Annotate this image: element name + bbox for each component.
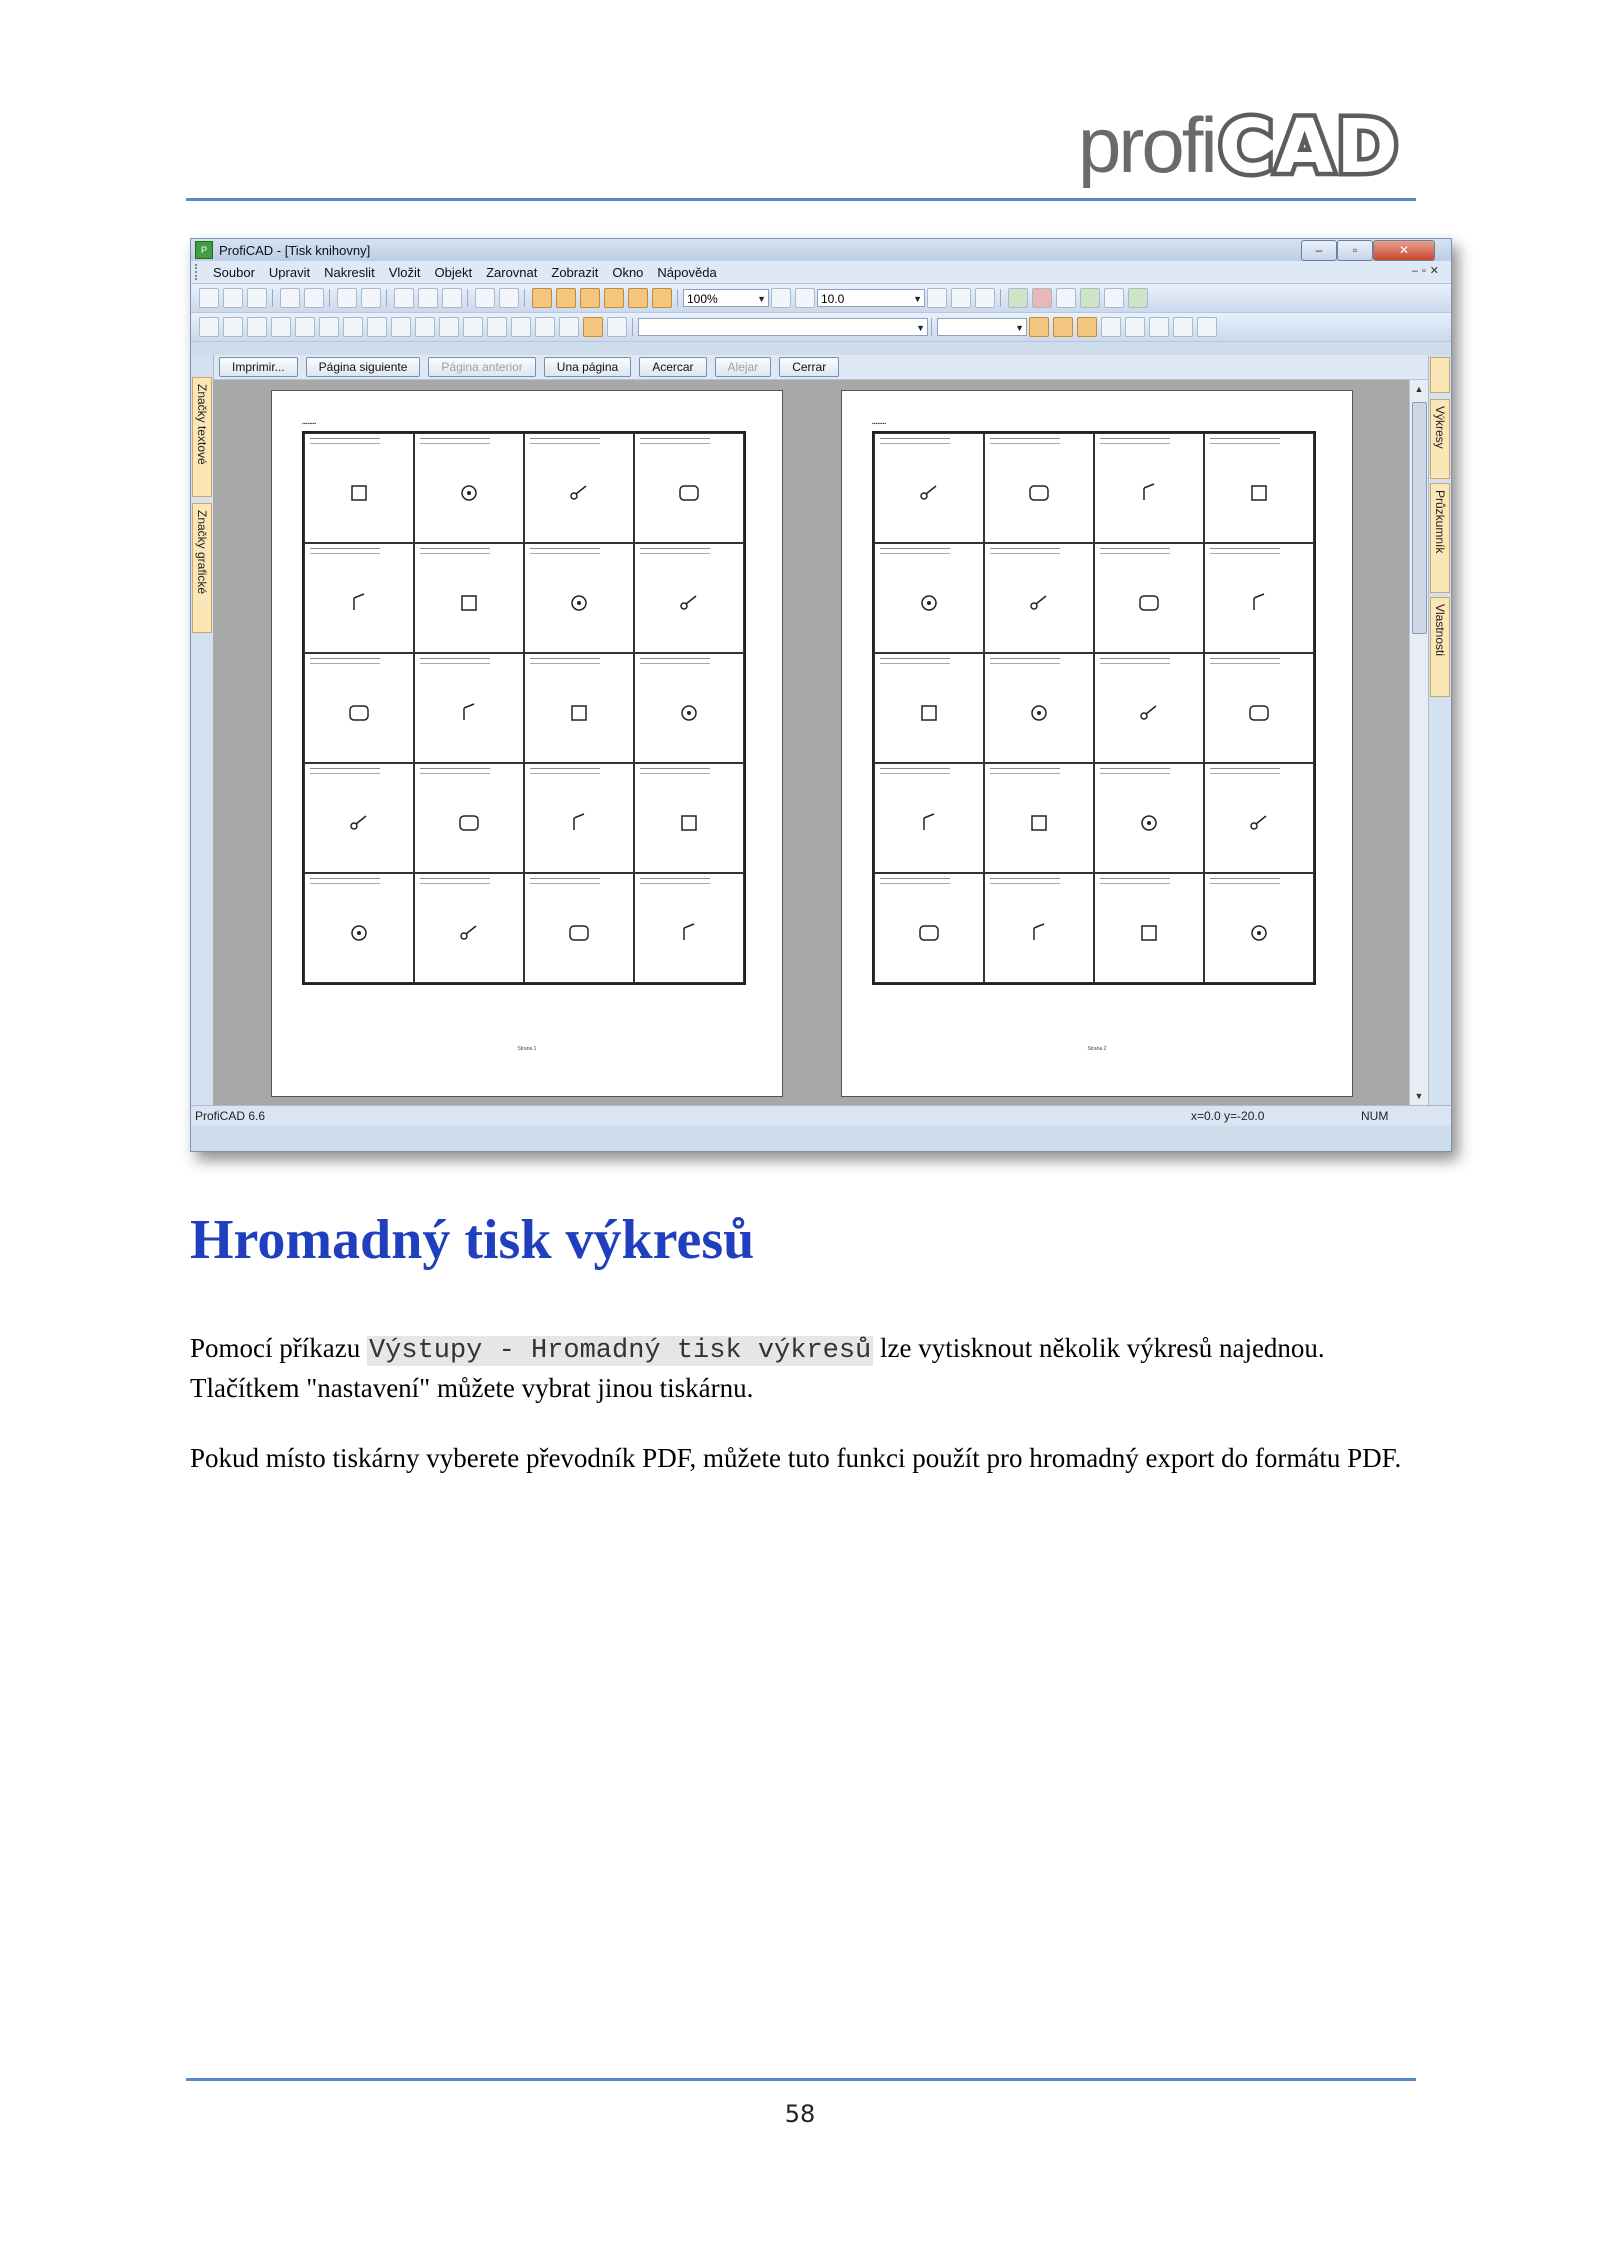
- maximize-icon[interactable]: ▫: [1337, 240, 1373, 261]
- sheet-footer: Strana 2: [1087, 1046, 1107, 1052]
- symbol-cell: [414, 433, 524, 543]
- logo-bold-text: CAD: [1218, 104, 1401, 190]
- bezier-icon[interactable]: [343, 317, 363, 337]
- polygon-icon[interactable]: [367, 317, 387, 337]
- separator: [272, 289, 275, 307]
- symbol-caption: [1100, 548, 1170, 554]
- table-icon[interactable]: [951, 288, 971, 308]
- electrical-symbol-icon: [454, 808, 484, 838]
- symbol-caption: [530, 878, 600, 884]
- align-left-icon[interactable]: [1125, 317, 1145, 337]
- symbol-caption: [990, 438, 1060, 444]
- align-center-icon[interactable]: [1149, 317, 1169, 337]
- rectangle-icon[interactable]: [271, 317, 291, 337]
- symbol-cell: [1204, 763, 1314, 873]
- align-icon[interactable]: [927, 288, 947, 308]
- electrical-symbol-icon: [1134, 478, 1164, 508]
- zoom-value: 100%: [687, 292, 718, 306]
- underline-icon[interactable]: [1077, 317, 1097, 337]
- scroll-thumb[interactable]: [1412, 402, 1427, 634]
- minimize-icon[interactable]: –: [1301, 240, 1337, 261]
- symbol-cell: [304, 653, 414, 763]
- electrical-symbol-icon: [674, 808, 704, 838]
- electrical-symbol-icon: [1244, 918, 1274, 948]
- mdi-controls[interactable]: –▫✕: [1411, 265, 1443, 277]
- cut-icon[interactable]: [394, 288, 414, 308]
- electrical-symbol-icon: [564, 918, 594, 948]
- symbol-caption: [530, 768, 600, 774]
- previous-page-button[interactable]: Página anterior: [428, 357, 535, 377]
- electrical-symbol-icon: [1244, 808, 1274, 838]
- align-right-icon[interactable]: [1173, 317, 1193, 337]
- menu-nakreslit[interactable]: Nakreslit: [324, 264, 375, 280]
- right-panel-tabs: [1428, 355, 1451, 1105]
- title-bar: [191, 239, 1451, 261]
- table-draw-icon[interactable]: [463, 317, 483, 337]
- close-preview-button[interactable]: Cerrar: [779, 357, 839, 377]
- one-page-button[interactable]: Una página: [544, 357, 631, 377]
- grid-combo[interactable]: 10.0 ▼: [817, 289, 925, 307]
- line-icon[interactable]: [199, 317, 219, 337]
- separator: [386, 289, 389, 307]
- close-icon[interactable]: ✕: [1373, 240, 1435, 261]
- tab-graphic-symbols[interactable]: [192, 503, 212, 633]
- window-title: ProfiCAD - [Tisk knihovny]: [219, 242, 371, 258]
- symbol-cell: [1094, 763, 1204, 873]
- symbol-cell: [634, 873, 744, 983]
- ortho-icon[interactable]: [556, 288, 576, 308]
- symbol-cell: [634, 653, 744, 763]
- scroll-down-icon[interactable]: ▼: [1414, 1091, 1424, 1101]
- symbol-cell: [1094, 433, 1204, 543]
- symbol-caption: [420, 658, 490, 664]
- electrical-symbol-icon: [1024, 918, 1054, 948]
- menu-napoveda[interactable]: Nápověda: [657, 264, 717, 280]
- menu-okno[interactable]: Okno: [612, 264, 644, 280]
- symbol-cell: [984, 873, 1094, 983]
- symbol-caption: [880, 548, 950, 554]
- symbol-cell: [984, 433, 1094, 543]
- snap-icon[interactable]: [532, 288, 552, 308]
- electrical-symbol-icon: [1134, 698, 1164, 728]
- symbol-caption: [1100, 658, 1170, 664]
- grid-icon[interactable]: [475, 288, 495, 308]
- bold-icon[interactable]: [1029, 317, 1049, 337]
- menu-vlozit[interactable]: Vložit: [388, 264, 421, 280]
- symbol-cell: [414, 763, 524, 873]
- font-size-combo[interactable]: ▼: [937, 318, 1027, 336]
- symbol-caption: [310, 658, 380, 664]
- copy-icon[interactable]: [418, 288, 438, 308]
- symbol-caption: [990, 658, 1060, 664]
- symbol-cell: [984, 763, 1094, 873]
- bus-icon[interactable]: [535, 317, 555, 337]
- symbol-table: [872, 431, 1316, 985]
- tab-minimize-panel[interactable]: [1430, 357, 1450, 393]
- electrical-symbol-icon: [674, 918, 704, 948]
- symbol-caption: [530, 658, 600, 664]
- menu-zobrazit[interactable]: Zobrazit: [551, 264, 599, 280]
- symbol-cell: [414, 873, 524, 983]
- symbol-caption: [1210, 878, 1280, 884]
- tab-explorer[interactable]: [1430, 483, 1450, 593]
- status-num-lock: NUM: [1361, 1109, 1389, 1123]
- electrical-symbol-icon: [564, 808, 594, 838]
- tab-graphic-symbols-label: Značky grafické: [195, 510, 209, 595]
- symbol-caption: [530, 438, 600, 444]
- symbol-cell: [874, 543, 984, 653]
- symbol-cell: [524, 763, 634, 873]
- symbol-cell: [524, 543, 634, 653]
- select-icon[interactable]: [583, 317, 603, 337]
- symbol-cell: [634, 763, 744, 873]
- left-panel-tabs: [191, 355, 214, 1105]
- symbol-cell: [1204, 653, 1314, 763]
- symbol-caption: [420, 438, 490, 444]
- ellipse-icon[interactable]: [319, 317, 339, 337]
- separator: [931, 318, 934, 336]
- symbol-caption: [990, 548, 1060, 554]
- undo-icon[interactable]: [280, 288, 300, 308]
- symbol-icon[interactable]: [975, 288, 995, 308]
- symbol-cell: [1094, 543, 1204, 653]
- zoom-combo[interactable]: 100% ▼: [683, 289, 769, 307]
- electrical-symbol-icon: [1134, 918, 1164, 948]
- electrical-symbol-icon: [564, 698, 594, 728]
- label-icon[interactable]: [628, 288, 648, 308]
- circle-icon[interactable]: [391, 317, 411, 337]
- electrical-symbol-icon: [564, 478, 594, 508]
- electrical-symbol-icon: [1134, 588, 1164, 618]
- section-heading: Hromadný tisk výkresů: [190, 1209, 755, 1271]
- vertical-scrollbar[interactable]: [1409, 380, 1428, 1105]
- font-combo[interactable]: ▼: [638, 318, 928, 336]
- symbol-caption: [310, 878, 380, 884]
- status-bar: [191, 1105, 1451, 1126]
- text-icon[interactable]: [439, 317, 459, 337]
- electrical-symbol-icon: [914, 918, 944, 948]
- color-icon[interactable]: [1032, 288, 1052, 308]
- sheet-footer: Strana 1: [517, 1046, 537, 1052]
- electrical-symbol-icon: [1024, 588, 1054, 618]
- symbol-caption: [880, 878, 950, 884]
- symbol-cell: [1204, 433, 1314, 543]
- tab-properties[interactable]: [1430, 597, 1450, 697]
- symbol-cell: [524, 653, 634, 763]
- electrical-symbol-icon: [914, 478, 944, 508]
- electrical-symbol-icon: [1024, 808, 1054, 838]
- symbol-caption: [310, 768, 380, 774]
- symbol-caption: [1210, 548, 1280, 554]
- electrical-symbol-icon: [344, 478, 374, 508]
- wire-icon[interactable]: [604, 288, 624, 308]
- print-preview-toolbar: [191, 355, 1451, 380]
- symbol-caption: [420, 768, 490, 774]
- symbol-caption: [1210, 658, 1280, 664]
- number-icon[interactable]: [652, 288, 672, 308]
- p1-text-after: lze vytisknout několik výkresů najednou. Tlačítkem "nastavení" můžete vybrat jinou tiskárnu.: [190, 1333, 1325, 1403]
- symbol-cell: [1094, 653, 1204, 763]
- electrical-symbol-icon: [1244, 698, 1274, 728]
- image-icon[interactable]: [559, 317, 579, 337]
- symbol-caption: [640, 768, 710, 774]
- preview-sheet-2: [841, 390, 1353, 1097]
- status-coordinates: x=0.0 y=-20.0: [1191, 1109, 1265, 1123]
- wire-draw-icon[interactable]: [487, 317, 507, 337]
- electrical-symbol-icon: [454, 918, 484, 948]
- electrical-symbol-icon: [914, 588, 944, 618]
- symbol-caption: [640, 878, 710, 884]
- text-search-icon[interactable]: [1101, 317, 1121, 337]
- text-block-icon[interactable]: [415, 317, 435, 337]
- tab-drawings-label: Výkresy: [1433, 406, 1447, 449]
- symbol-cell: [304, 873, 414, 983]
- sheet-header-label: ▪▪▪▪▪▪▪▪: [872, 421, 887, 427]
- footer-rule: [186, 2078, 1416, 2081]
- symbol-caption: [530, 548, 600, 554]
- symbol-caption: [1100, 878, 1170, 884]
- print-preview-icon[interactable]: [337, 288, 357, 308]
- symbol-cell: [524, 433, 634, 543]
- polyline-icon[interactable]: [223, 317, 243, 337]
- tab-properties-label: Vlastnosti: [1433, 604, 1447, 657]
- electrical-symbol-icon: [344, 808, 374, 838]
- symbol-caption: [990, 768, 1060, 774]
- symbol-caption: [640, 548, 710, 554]
- connect-icon[interactable]: [580, 288, 600, 308]
- symbol-table: [302, 431, 746, 985]
- paste-icon[interactable]: [442, 288, 462, 308]
- italic-icon[interactable]: [1053, 317, 1073, 337]
- symbol-cell: [1204, 873, 1314, 983]
- separator: [632, 318, 635, 336]
- electrical-symbol-icon: [914, 808, 944, 838]
- tree-icon[interactable]: [1080, 288, 1100, 308]
- paragraph-2: Pokud místo tiskárny vyberete převodník PDF, můžete tuto funkci použít pro hromadný export do formátu PDF.: [190, 1443, 1402, 1473]
- menu-soubor[interactable]: Soubor: [213, 264, 255, 280]
- menu-zarovnat[interactable]: Zarovnat: [486, 264, 538, 280]
- logo-light-text: profi: [1078, 101, 1215, 189]
- rounded-rect-icon[interactable]: [295, 317, 315, 337]
- scroll-up-icon[interactable]: ▲: [1414, 384, 1424, 394]
- electrical-symbol-icon: [454, 478, 484, 508]
- tab-explorer-label: Průzkumník: [1433, 490, 1447, 554]
- symbol-caption: [310, 438, 380, 444]
- standard-toolbar: [191, 284, 1451, 313]
- print-icon[interactable]: [361, 288, 381, 308]
- symbol-cell: [634, 433, 744, 543]
- preview-sheet-1: [271, 390, 783, 1097]
- separator: [1000, 289, 1003, 307]
- separator: [329, 289, 332, 307]
- electrical-symbol-icon: [454, 698, 484, 728]
- symbol-cell: [1094, 873, 1204, 983]
- drawing-toolbar: [191, 313, 1451, 342]
- grid-size-icon[interactable]: [795, 288, 815, 308]
- paragraph-1: [190, 1330, 1420, 1407]
- symbol-caption: [420, 878, 490, 884]
- symbol-cell: [874, 433, 984, 543]
- symbol-cell: [304, 433, 414, 543]
- p1-text-before: Pomocí příkazu: [190, 1333, 367, 1363]
- zoom-out-button[interactable]: Alejar: [715, 357, 772, 377]
- export-icon[interactable]: [1104, 288, 1124, 308]
- separator: [467, 289, 470, 307]
- print-preview-area: [213, 380, 1409, 1105]
- tab-drawings[interactable]: [1430, 399, 1450, 479]
- electrical-symbol-icon: [564, 588, 594, 618]
- layers-icon[interactable]: [499, 288, 519, 308]
- symbol-caption: [1100, 768, 1170, 774]
- symbol-cell: [874, 653, 984, 763]
- tab-text-symbols[interactable]: [192, 377, 212, 497]
- fill-icon[interactable]: [1056, 288, 1076, 308]
- justify-icon[interactable]: [1197, 317, 1217, 337]
- menu-objekt[interactable]: Objekt: [434, 264, 473, 280]
- electrical-symbol-icon: [1024, 478, 1054, 508]
- print-button[interactable]: Imprimir...: [219, 357, 298, 377]
- symbol-cell: [414, 543, 524, 653]
- component-icon[interactable]: [1008, 288, 1028, 308]
- menu-bar: [191, 261, 1451, 284]
- symbol-caption: [310, 548, 380, 554]
- properties-icon[interactable]: [1128, 288, 1148, 308]
- node-icon[interactable]: [511, 317, 531, 337]
- electrical-symbol-icon: [344, 918, 374, 948]
- page-number: 58: [784, 2100, 816, 2128]
- symbol-cell: [414, 653, 524, 763]
- symbol-caption: [880, 438, 950, 444]
- electrical-symbol-icon: [674, 698, 704, 728]
- app-icon: P: [195, 241, 213, 259]
- symbol-cell: [524, 873, 634, 983]
- grid-value: 10.0: [821, 292, 845, 306]
- symbol-caption: [880, 658, 950, 664]
- menu-grip: [195, 264, 200, 280]
- symbol-caption: [420, 548, 490, 554]
- symbol-caption: [640, 658, 710, 664]
- redo-icon[interactable]: [304, 288, 324, 308]
- symbol-caption: [640, 438, 710, 444]
- proficad-logo: [1078, 101, 1401, 190]
- proficad-window-screenshot: [190, 238, 1452, 1152]
- symbol-cell: [304, 543, 414, 653]
- arc-icon[interactable]: [247, 317, 267, 337]
- symbol-cell: [984, 543, 1094, 653]
- menu-upravit[interactable]: Upravit: [268, 264, 311, 280]
- electrical-symbol-icon: [1024, 698, 1054, 728]
- electrical-symbol-icon: [674, 478, 704, 508]
- symbol-caption: [880, 768, 950, 774]
- symbol-caption: [1210, 768, 1280, 774]
- zoom-in-button[interactable]: Acercar: [639, 357, 706, 377]
- symbol-cell: [304, 763, 414, 873]
- symbol-cell: [874, 763, 984, 873]
- status-app-version: ProfiCAD 6.6: [195, 1109, 266, 1123]
- save-icon[interactable]: [247, 288, 267, 308]
- symbol-cell: [984, 653, 1094, 763]
- electrical-symbol-icon: [454, 588, 484, 618]
- separator: [677, 289, 680, 307]
- electrical-symbol-icon: [344, 588, 374, 618]
- electrical-symbol-icon: [674, 588, 704, 618]
- electrical-symbol-icon: [914, 698, 944, 728]
- electrical-symbol-icon: [1134, 808, 1164, 838]
- zoom-in-icon[interactable]: [771, 288, 791, 308]
- symbol-cell: [634, 543, 744, 653]
- symbol-cell: [874, 873, 984, 983]
- electrical-symbol-icon: [1244, 478, 1274, 508]
- open-icon[interactable]: [223, 288, 243, 308]
- tab-text-symbols-label: Značky textové: [195, 384, 209, 465]
- next-page-button[interactable]: Página siguiente: [306, 357, 421, 377]
- symbol-caption: [990, 878, 1060, 884]
- electrical-symbol-icon: [344, 698, 374, 728]
- header-rule: [186, 198, 1416, 201]
- pan-icon[interactable]: [607, 317, 627, 337]
- separator: [524, 289, 527, 307]
- symbol-caption: [1210, 438, 1280, 444]
- command-path: Výstupy - Hromadný tisk výkresů: [368, 1336, 872, 1366]
- symbol-cell: [1204, 543, 1314, 653]
- symbol-caption: [1100, 438, 1170, 444]
- electrical-symbol-icon: [1244, 588, 1274, 618]
- sheet-header-label: ▪▪▪▪▪▪▪▪: [302, 421, 317, 427]
- new-icon[interactable]: [199, 288, 219, 308]
